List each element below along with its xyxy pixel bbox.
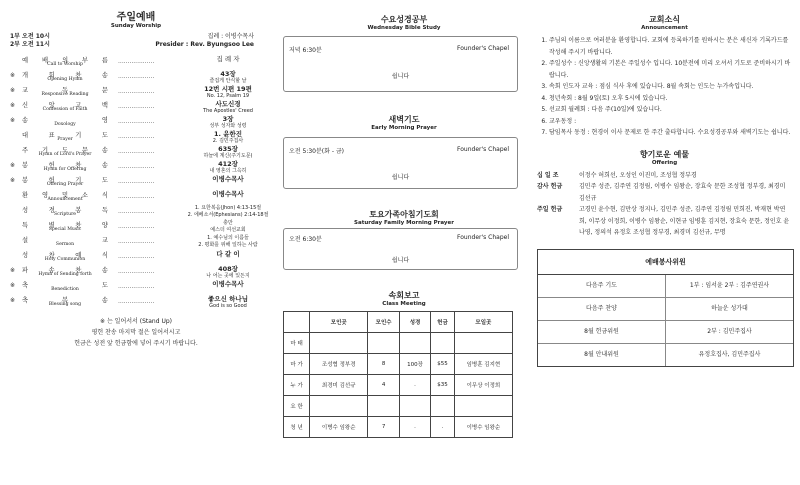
- order-item-leader: 412장: [218, 160, 238, 168]
- order-item-detail: [180, 295, 276, 310]
- volunteer-role: 다음주 기도: [538, 275, 666, 297]
- order-item-char: 송: [48, 267, 55, 274]
- order-item-english: Responsive Reading: [41, 92, 89, 97]
- stand-marker: ※: [10, 267, 16, 274]
- order-item-english: Offering Prayer: [46, 182, 84, 187]
- order-item-detail: [180, 250, 276, 258]
- order-item-char: 기: [75, 132, 82, 139]
- worship-order-row: [10, 100, 262, 115]
- order-item-english: Hymn of Sending forth: [38, 272, 92, 277]
- order-item-char: 영: [101, 117, 108, 124]
- order-item-note-line: 즐겁게 안식할 날: [209, 78, 247, 84]
- order-item-note-line: 1. 예수님의 이름들: [207, 235, 249, 241]
- order-item-detail: [180, 220, 276, 234]
- order-item-char: 예: [22, 57, 29, 64]
- stand-marker: ※: [10, 297, 16, 304]
- stand-marker: ※: [10, 177, 16, 184]
- table-cell: [399, 396, 430, 417]
- order-item-char: 회: [48, 72, 55, 79]
- cell-header: 모일곳: [454, 312, 512, 333]
- worship-order-row: [10, 145, 262, 160]
- order-item-note-line: 하늘에 계신(주기도문): [203, 153, 253, 159]
- announcement-item: 4. 청년속회 : 8월 9일(토) 오후 5시에 있습니다.: [549, 93, 792, 105]
- order-item-char: 백: [101, 102, 108, 109]
- table-row: [284, 354, 513, 375]
- order-item-note: [180, 168, 276, 175]
- cell-table: [283, 311, 513, 438]
- table-cell: [454, 333, 512, 354]
- order-item-note: [180, 153, 276, 160]
- order-item-detail: [180, 85, 276, 100]
- table-cell: [454, 396, 512, 417]
- worship-order-row: [10, 85, 262, 100]
- leader-dots: ...................: [118, 223, 155, 230]
- order-item-char: 찬: [75, 162, 82, 169]
- worship-order-row: [10, 130, 262, 145]
- order-of-worship: [10, 55, 269, 310]
- worship-order-row: [10, 175, 262, 190]
- wednesday-subtitle: Wednesday Bible Study: [367, 25, 441, 31]
- dawn-subtitle: Early Morning Prayer: [371, 125, 437, 131]
- order-item-leader: 이병수목사: [212, 175, 244, 183]
- volunteer-row: [538, 275, 793, 298]
- order-item-char: 찬: [48, 252, 55, 259]
- order-item-char: 경: [48, 207, 55, 214]
- leader-dots: ...................: [118, 58, 155, 65]
- order-item-char: 설: [22, 237, 29, 244]
- wednesday-title: 수요성경공부: [380, 15, 428, 24]
- order-item-char: 찬: [75, 267, 82, 274]
- volunteer-names: 유정호집사, 김민주집사: [698, 350, 761, 358]
- service-1: 1부 오전 10시: [10, 33, 50, 40]
- news-subtitle: Announcement: [641, 25, 688, 31]
- order-item-english: Sermon: [55, 242, 75, 247]
- table-cell: 마 가: [284, 354, 310, 375]
- cell-header: 모인수: [368, 312, 400, 333]
- offering-label: 십 일 조: [537, 171, 559, 179]
- leader-dots: ...................: [118, 178, 155, 185]
- volunteer-title: 예배봉사위원: [538, 250, 793, 275]
- worship-order-row: [10, 250, 262, 265]
- order-item-char: 송: [101, 267, 108, 274]
- announcement-list: [537, 35, 792, 139]
- hymn-note: 평헌 찬송 마지막 절은 일어서시고: [91, 329, 181, 336]
- volunteer-names: 하늘운 성가대: [711, 304, 748, 312]
- wednesday-place: Founder's Chapel: [457, 45, 509, 52]
- worship-order-row: [10, 70, 262, 85]
- order-item-char: 교: [22, 87, 29, 94]
- order-item-note: [180, 235, 276, 249]
- cell-header: 성경: [399, 312, 430, 333]
- order-item-detail: [180, 55, 276, 63]
- offering-row: [537, 170, 792, 182]
- saturday-note: 쉽니다: [391, 257, 410, 264]
- order-item-leader: 이병수목사: [212, 280, 244, 288]
- worship-order-row: [10, 160, 262, 175]
- order-item-char: 독: [61, 87, 69, 94]
- worship-order-row: [10, 265, 262, 280]
- offering-subtitle: Offering: [651, 159, 678, 166]
- order-item-char: 송: [101, 297, 108, 304]
- order-item-note: [180, 273, 276, 280]
- order-item-char: 송: [101, 72, 108, 79]
- order-item-char: 의: [61, 57, 69, 64]
- cell-header: 헌금: [431, 312, 455, 333]
- table-cell: 마 태: [284, 333, 310, 354]
- order-item-note-line: The Apostles' Creed: [203, 108, 253, 114]
- news-column: [533, 0, 800, 485]
- order-item-note-line: 예스더 여선교회: [210, 227, 246, 233]
- order-item-leader: 408장: [218, 265, 238, 273]
- volunteer-row: [538, 298, 793, 321]
- offering-row: [537, 181, 792, 204]
- announcement-item: 5. 선교회 월례회 : 다음 주(10일)에 있습니다.: [549, 104, 792, 116]
- order-item-leader: 43장: [220, 70, 236, 78]
- cell-header: [284, 312, 310, 333]
- leader-dots: ...................: [118, 133, 155, 140]
- order-item-detail: [180, 205, 276, 219]
- table-cell: .: [399, 375, 430, 396]
- order-item-char: 개: [22, 72, 29, 79]
- worship-column: [0, 0, 270, 485]
- order-item-char: 기: [41, 147, 49, 154]
- presider: Presider : Rev. Byungsoo Lee: [155, 41, 254, 48]
- dawn-place: Founder's Chapel: [457, 146, 509, 153]
- order-item-note: [180, 78, 276, 85]
- order-item-note-line: 2. 에베소서(Ephesians) 2:14-18절: [187, 212, 269, 218]
- volunteer-row: [538, 321, 793, 344]
- order-item-note: [180, 220, 276, 234]
- order-item-char: 찬: [75, 72, 82, 79]
- order-item-char: 송: [101, 147, 108, 154]
- order-item-char: 고: [75, 102, 82, 109]
- order-item-english: Blessing song: [48, 302, 82, 307]
- order-item-detail: [180, 235, 276, 249]
- meetings-column: [275, 0, 525, 485]
- offering-names: 이정수 허희선, 오성인 이진미, 조성협 정부경: [579, 171, 697, 179]
- table-cell: [431, 396, 455, 417]
- order-item-char: 송: [101, 162, 108, 169]
- stand-marker: ※: [10, 87, 16, 94]
- leader-dots: ...................: [118, 283, 155, 290]
- volunteer-role: 8월 헌금위원: [538, 321, 666, 343]
- announcement-item: 2. 주일성수 : 신앙생활의 기본은 주일성수 입니다. 10분전에 미리 오셔서 기도로 준비하시기 바랍니다.: [549, 58, 792, 81]
- table-cell: 요 한: [284, 396, 310, 417]
- offering-note: 헌금은 성전 앞 헌금함에 넣어 주시기 바랍니다.: [74, 340, 198, 347]
- worship-order-row: [10, 115, 262, 130]
- announcement-item: 3. 속회 인도자 교육 : 점심 식사 후에 있습니다. 8월 속회는 인도는 누가속입니다.: [549, 81, 792, 93]
- saturday-time: 오전 6:30분: [289, 236, 322, 243]
- table-cell: 최경미 김선규: [310, 375, 368, 396]
- table-cell: [368, 396, 400, 417]
- order-item-char: 기: [75, 177, 82, 184]
- order-item-note: [180, 205, 276, 219]
- worship-order-row: [10, 235, 262, 250]
- order-item-char: 파: [22, 267, 29, 274]
- leader-dots: ...................: [118, 88, 155, 95]
- table-row: [284, 375, 513, 396]
- table-cell: $55: [431, 354, 455, 375]
- order-item-detail: [180, 115, 276, 130]
- leader-dots: ...................: [118, 238, 155, 245]
- leader-dots: ...................: [118, 208, 155, 215]
- order-item-leader: 3장: [222, 115, 234, 123]
- order-item-detail: [180, 190, 276, 198]
- table-cell: [310, 396, 368, 417]
- volunteer-role: 8월 안내위원: [538, 344, 666, 366]
- order-item-note: [180, 93, 276, 100]
- table-cell: [368, 333, 400, 354]
- order-item-char: 예: [75, 252, 82, 259]
- leader-dots: ...................: [118, 193, 155, 200]
- wednesday-note: 쉽니다: [391, 73, 410, 80]
- worship-order-row: [10, 205, 269, 220]
- order-item-leader: 집 례 자: [216, 55, 240, 63]
- order-item-english: Special Music: [48, 227, 82, 232]
- stand-marker: ※: [10, 282, 16, 289]
- table-cell: .: [399, 417, 430, 438]
- order-item-char: 송: [22, 117, 29, 124]
- order-item-char: 별: [48, 222, 55, 229]
- order-item-char: 찬: [75, 222, 82, 229]
- dawn-box: [283, 137, 518, 189]
- volunteer-table: [537, 249, 794, 367]
- service-2: 2부 오전 11시: [10, 41, 50, 48]
- order-item-note-line: God is so Good: [209, 303, 247, 309]
- order-item-leader: 사도신경: [215, 100, 241, 108]
- volunteer-names: 1부 : 임서윤 2부 : 김주연권사: [689, 281, 770, 289]
- table-row: [284, 417, 513, 438]
- stand-marker: ※: [10, 72, 16, 79]
- cell-header: 모인곳: [310, 312, 368, 333]
- order-item-english: Benediction: [51, 287, 79, 292]
- wednesday-time: 저녁 6:30분: [289, 47, 322, 54]
- order-item-leader: 1. 윤한진: [213, 130, 243, 138]
- offering-list: [537, 170, 792, 239]
- order-item-english: Confession of Faith: [42, 107, 88, 112]
- table-cell: 100장: [399, 354, 430, 375]
- announcement-item: 6. 교우동정 :: [549, 116, 792, 128]
- dawn-title: 새벽기도: [388, 115, 420, 124]
- worship-order-row: [10, 190, 262, 205]
- order-item-note: [180, 123, 276, 130]
- order-item-note-line: 나 어는 곳에 있든지: [206, 273, 250, 279]
- cell-title: 속회보고: [388, 291, 420, 300]
- cell-subtitle: Class Meeting: [382, 301, 426, 307]
- order-item-char: 도: [61, 147, 69, 154]
- table-cell: [310, 333, 368, 354]
- table-cell: 이병수 임왕순: [454, 417, 512, 438]
- worship-order-row: [10, 295, 262, 310]
- order-item-char: 도: [101, 282, 108, 289]
- order-item-english: Doxology: [54, 122, 76, 127]
- order-item-char: 도: [101, 177, 108, 184]
- order-item-detail: [180, 280, 276, 288]
- order-item-char: 봉: [22, 177, 29, 184]
- order-item-english: Holy Communion: [44, 257, 86, 262]
- table-cell: 7: [368, 417, 400, 438]
- news-title: 교회소식: [649, 15, 680, 24]
- table-cell: 임병훈 김지현: [454, 354, 512, 375]
- table-cell: 8: [368, 354, 400, 375]
- table-cell: [399, 333, 430, 354]
- order-item-char: 특: [22, 222, 29, 229]
- order-item-leader: 좋으신 하나님: [208, 295, 248, 303]
- order-item-note-line: No. 12, Psalm 19: [206, 93, 250, 99]
- order-item-char: 헌: [48, 177, 55, 184]
- order-item-char: 성: [22, 207, 29, 214]
- table-cell: .: [431, 417, 455, 438]
- preacher: 집례 : 이병수목사: [207, 33, 254, 40]
- order-item-leader: 이병수목사: [212, 190, 244, 198]
- worship-order-row: [10, 55, 262, 70]
- table-row: [284, 333, 513, 354]
- order-item-char: 주: [22, 147, 29, 154]
- order-item-char: 환: [22, 192, 29, 199]
- leader-dots: ...................: [118, 163, 155, 170]
- table-cell: 4: [368, 375, 400, 396]
- leader-dots: ...................: [118, 118, 155, 125]
- offering-label: 주일 헌금: [537, 206, 563, 213]
- order-item-char: 문: [81, 147, 88, 154]
- order-item-note-line: 충만: [223, 220, 233, 226]
- order-item-english: Announcement: [47, 197, 83, 202]
- order-item-detail: [180, 265, 276, 280]
- worship-subtitle: Sunday Worship: [110, 23, 162, 29]
- offering-title: 향기로운 예물: [639, 149, 690, 159]
- order-item-char: 독: [101, 207, 108, 214]
- order-item-note: [180, 303, 276, 310]
- worship-order-row: [10, 280, 262, 295]
- stand-marker: ※: [10, 162, 16, 169]
- table-cell: 이무상 이정희: [454, 375, 512, 396]
- table-cell: 이병수 임왕순: [310, 417, 368, 438]
- order-item-note-line: 2. 평화를 위해 일하는 사람: [198, 242, 258, 248]
- order-item-char: 소: [81, 192, 88, 199]
- order-item-char: 복: [61, 297, 69, 304]
- order-item-char: 앙: [48, 102, 55, 109]
- leader-dots: ...................: [118, 73, 155, 80]
- dawn-note: 쉽니다: [391, 174, 410, 181]
- table-row: [284, 396, 513, 417]
- stand-marker: ※: [10, 102, 16, 109]
- order-item-note-line: 2. 김민주집사: [212, 138, 244, 144]
- order-item-leader: 12번 시편 19편: [204, 85, 252, 93]
- leader-dots: ...................: [118, 148, 155, 155]
- table-cell: 청 년: [284, 417, 310, 438]
- announcement-item: 1. 주님의 이름으로 여러분을 환영합니다. 교회에 등록하기를 원하시는 분은 새신자 기록카드를 작성해 주시기 바랍니다.: [549, 35, 792, 58]
- order-item-english: Hymn for Offering: [43, 167, 87, 172]
- order-item-english: Opening Hymn: [47, 77, 83, 82]
- order-item-note: [180, 108, 276, 115]
- dawn-time: 오전 5:30분(화 - 금): [289, 148, 345, 155]
- order-item-char: 도: [101, 132, 108, 139]
- order-item-char: 식: [101, 192, 108, 199]
- order-item-leader: 635장: [218, 145, 238, 153]
- order-item-char: 배: [41, 57, 49, 64]
- order-item-detail: [180, 160, 276, 175]
- leader-dots: ...................: [118, 253, 155, 260]
- offering-names: 고경민 윤수현, 김만상 정지나, 김민주 성준, 김주연 김정림 민희진, 박재현 박연희, 이무상 이정희, 이병수 임왕순, 이현규 임병훈 김지현, 장효숙 문한, 정인호 윤나영, 정의석 유정호 조성협 정부경, 최경미 김선규, 무명: [579, 206, 790, 236]
- order-item-char: 성: [22, 252, 29, 259]
- table-cell: $35: [431, 375, 455, 396]
- announcement-item: 7. 담임목사 동정 : 현경이 이사 문제로 한 주간 출타합니다. 수요성경공부와 새벽기도는 쉽니다.: [549, 127, 792, 139]
- order-item-english: Prayer: [57, 137, 73, 142]
- order-item-char: 봉: [22, 162, 29, 169]
- wednesday-box: [283, 36, 518, 92]
- order-item-char: 축: [22, 282, 29, 289]
- volunteer-names: 2부 : 김민주집사: [707, 327, 752, 335]
- leader-dots: ...................: [118, 268, 155, 275]
- order-item-char: 부: [81, 57, 88, 64]
- order-item-char: 표: [48, 132, 55, 139]
- order-item-english: Call to Worship: [47, 62, 83, 67]
- table-cell: 조성협 정부경: [310, 354, 368, 375]
- order-item-char: 식: [101, 252, 108, 259]
- order-item-char: 신: [22, 102, 29, 109]
- order-item-char: 대: [22, 132, 29, 139]
- volunteer-role: 다음주 찬양: [538, 298, 666, 320]
- offering-row: [537, 204, 792, 239]
- worship-order-row: [10, 220, 262, 235]
- order-item-note-line: 성부 성자와 성령: [209, 123, 247, 129]
- stand-marker: ※: [10, 117, 16, 124]
- worship-title: 주일예배: [116, 12, 156, 23]
- saturday-place: Founder's Chapel: [457, 234, 509, 241]
- order-item-note-line: 내 영혼의 그윽히: [209, 168, 247, 174]
- leader-dots: ...................: [118, 103, 155, 110]
- order-item-char: 봉: [75, 207, 82, 214]
- leader-dots: ...................: [118, 298, 155, 305]
- stand-note: ※ 는 일어서서 (Stand Up): [100, 318, 172, 325]
- table-cell: [431, 333, 455, 354]
- volunteer-row: [538, 344, 793, 366]
- order-item-char: 름: [101, 57, 108, 64]
- offering-names: 김민주 성준, 김주연 김정림, 이병수 임왕순, 장효숙 문한 조성협 정부경, 최경미 김선규: [579, 183, 786, 202]
- table-cell: 누 가: [284, 375, 310, 396]
- order-item-note-line: 1. 요한복음(Jhon) 4:13-15절: [194, 205, 262, 211]
- saturday-box: [283, 228, 518, 270]
- order-item-detail: [180, 100, 276, 115]
- saturday-subtitle: Saturday Family Morning Prayer: [354, 220, 454, 226]
- offering-label: 감사 헌금: [537, 183, 563, 190]
- order-item-char: 교: [101, 237, 108, 244]
- order-item-detail: [180, 145, 276, 160]
- order-item-char: 영: [41, 192, 49, 199]
- order-item-detail: [180, 175, 276, 183]
- saturday-title: 토요가족아침기도회: [369, 210, 439, 219]
- order-item-leader: 다 같 이: [216, 250, 240, 258]
- order-item-char: 문: [101, 87, 108, 94]
- order-item-detail: [180, 70, 276, 85]
- order-item-english: Scripture: [53, 212, 77, 217]
- order-item-char: 축: [22, 297, 29, 304]
- order-item-note: [180, 138, 276, 145]
- order-item-char: 헌: [48, 162, 55, 169]
- order-item-detail: [180, 130, 276, 145]
- order-item-char: 및: [61, 192, 69, 199]
- order-item-english: Hymn of Lord's Prayer: [38, 152, 92, 157]
- order-item-char: 양: [101, 222, 108, 229]
